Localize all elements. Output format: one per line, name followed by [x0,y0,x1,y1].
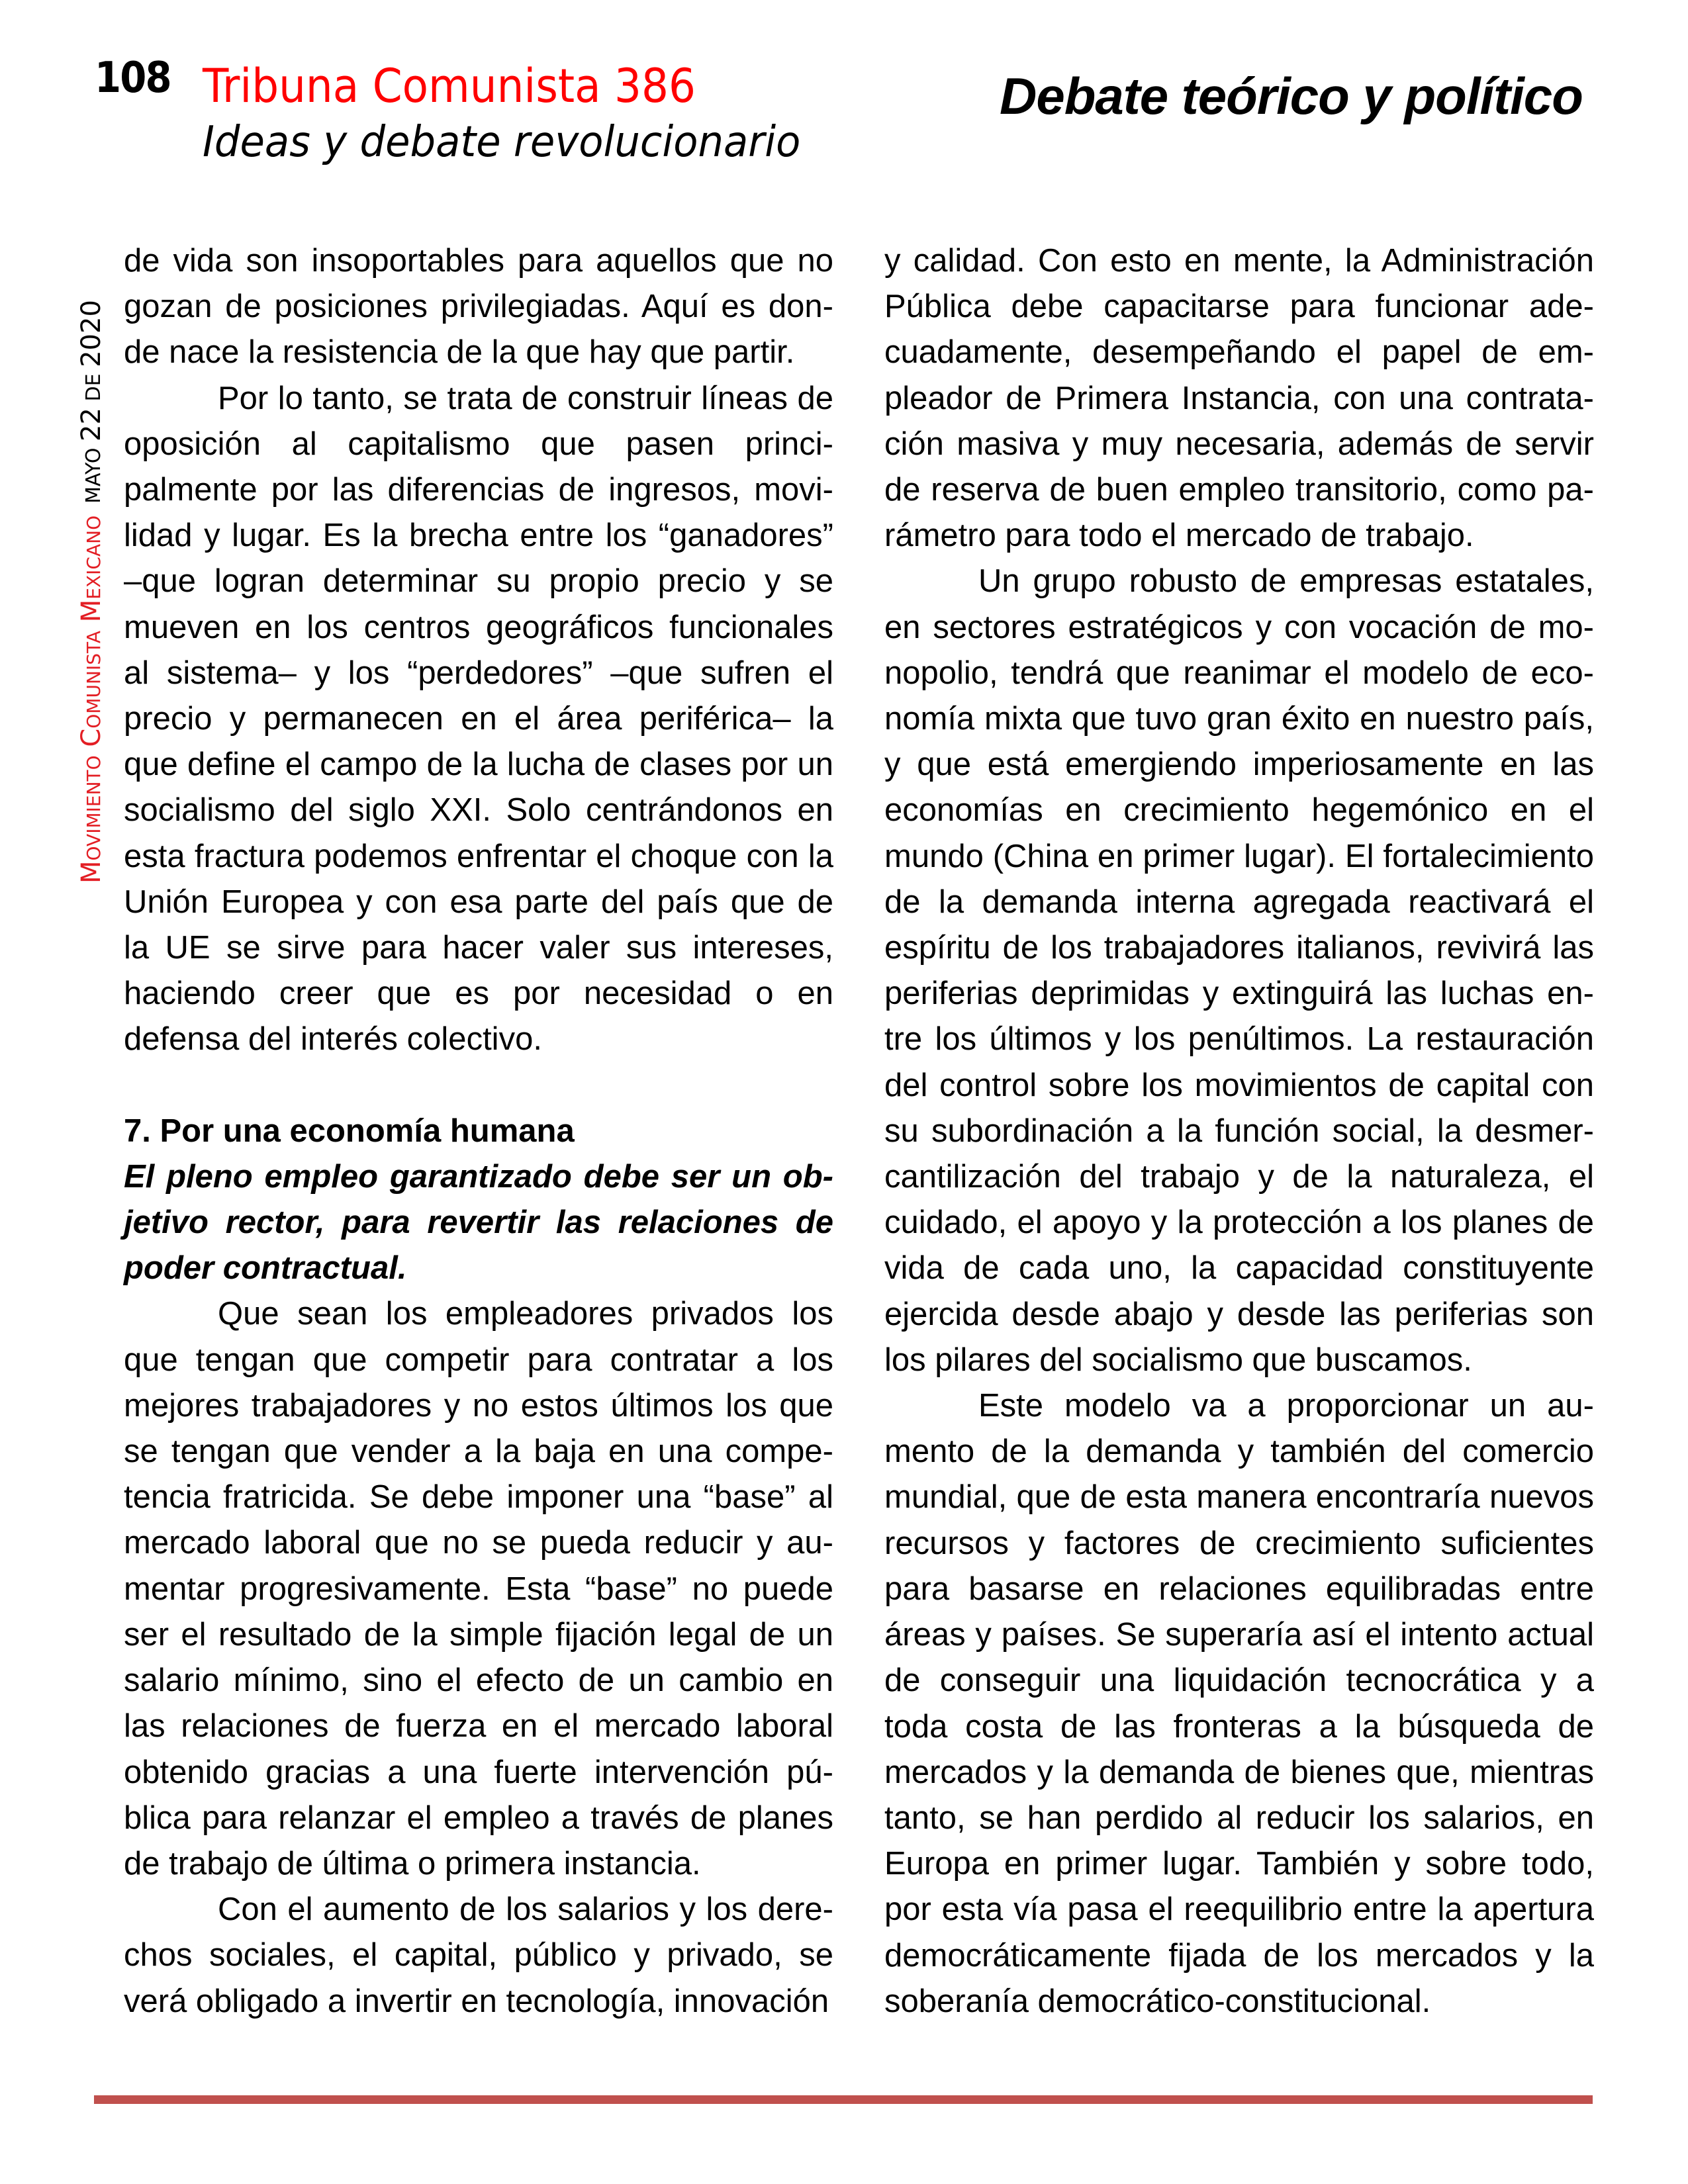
sidebar-organization: Movimiento Comunista Mexicano [76,515,107,884]
paragraph: Este modelo va a proporcionar un aumento de la demanda y también del comercio mundial, que de esta manera encontraría nuevos recursos y factores de crecimiento suficientes para basarse en relaciones equilibradas entre áreas y países. Se superaría así el intento actual de conseguir una liquidación tecnocrática y a toda costa de las fronteras a la búsqueda de mercados y la demanda de bienes que, mientras tanto, se han perdido al reducir los salarios, en Europa en primer lugar. También y sobre todo, por esta vía pasa el reequilibrio entre la apertura democráticamente fijada de los mercados y la soberanía democrático-constitucional. [884,1388,1594,2019]
paragraph: de vida son insoportables para aquellos que no gozan de posiciones privilegiadas. Aquí es donde nace la resistencia de la que hay que partir. [124,243,833,371]
date-day: 22 [76,408,107,441]
left-column [124,238,833,2025]
sidebar-vertical-label [78,300,105,884]
date-month: MAYO [82,447,105,504]
paragraph: y calidad. Con esto en mente, la Administración Pública debe capacitarse para funcionar adecuadamente, desempeñando el papel de empleador de Primera Instancia, con una contratación masiva y muy necesaria, además de servir de reserva de buen empleo transitorio, como parámetro para todo el mercado de trabajo. [884,243,1594,554]
section-heading: 7. Por una economía humana [124,1113,575,1149]
footer-divider [94,2095,1593,2104]
section-title: Debate teórico y político [1000,67,1583,125]
paragraph: Con el aumento de los salarios y los derechos sociales, el capital, público y privado, se verá obligado a invertir en tecnología, innovación [124,1891,833,2019]
date-year: 2020 [76,300,107,367]
date-de: DE [82,373,105,402]
page-number: 108 [95,54,171,103]
paragraph: Un grupo robusto de empresas estatales, en sectores estratégicos y con vocación de monopolio, tendrá que reanimar el modelo de economía mixta que tuvo gran éxito en nuestro país, y que está emergiendo imperiosamente en las economías en crecimiento hegemónico en el mundo (China en primer lugar). El fortalecimiento de la demanda interna agregada reactivará el espíritu de los trabajadores italianos, revivirá las periferias deprimidas y extinguirá las luchas entre los últimos y los penúltimos. La restauración del control sobre los movimientos de capital con su subordinación a la función social, la desmercantilización del trabajo y de la naturaleza, el cuidado, el apoyo y la protección a los planes de vida de cada uno, la capacidad constituyente ejercida desde abajo y desde las periferias son los pilares del socialismo que buscamos. [884,563,1594,1378]
section-subheading: El pleno empleo garantizado debe ser un objetivo rector, para revertir las relaciones de poder contractual. [124,1158,833,1287]
paragraph: Que sean los empleadores privados los que tengan que competir para contratar a los mejores trabajadores y no estos últimos los que se tengan que vender a la baja en una competencia fratricida. Se debe imponer una “base” al mercado laboral que no se pueda reducir y aumentar progresivamente. Esta “base” no puede ser el resultado de la simple fijación legal de un salario mínimo, sino el efecto de un cambio en las relaciones de fuerza en el mercado laboral obtenido gracias a una fuerte intervención pública para relanzar el empleo a través de planes de trabajo de última o primera instancia. [124,1296,833,1882]
sidebar-date [76,300,107,504]
paragraph: Por lo tanto, se trata de construir líneas de oposición al capitalismo que pasen principalmente por las diferencias de ingresos, movilidad y lugar. Es la brecha entre los “ganadores” –que logran determinar su propio precio y se mueven en los centros geográficos funcionales al sistema– y los “perdedores” –que sufren el precio y permanecen en el área periférica– la que define el campo de la lucha de clases por un socialismo del siglo XXI. Solo centrándonos en esta fractura podemos enfrentar el choque con la Unión Europea y con esa parte del país que de la UE se sirve para hacer valer sus intereses, haciendo creer que es por necesidad o en defensa del interés colectivo. [124,380,833,1058]
right-column [884,238,1594,2025]
publication-tagline: Ideas y debate revolucionario [203,118,801,167]
publication-title: Tribuna Comunista 386 [203,59,696,113]
